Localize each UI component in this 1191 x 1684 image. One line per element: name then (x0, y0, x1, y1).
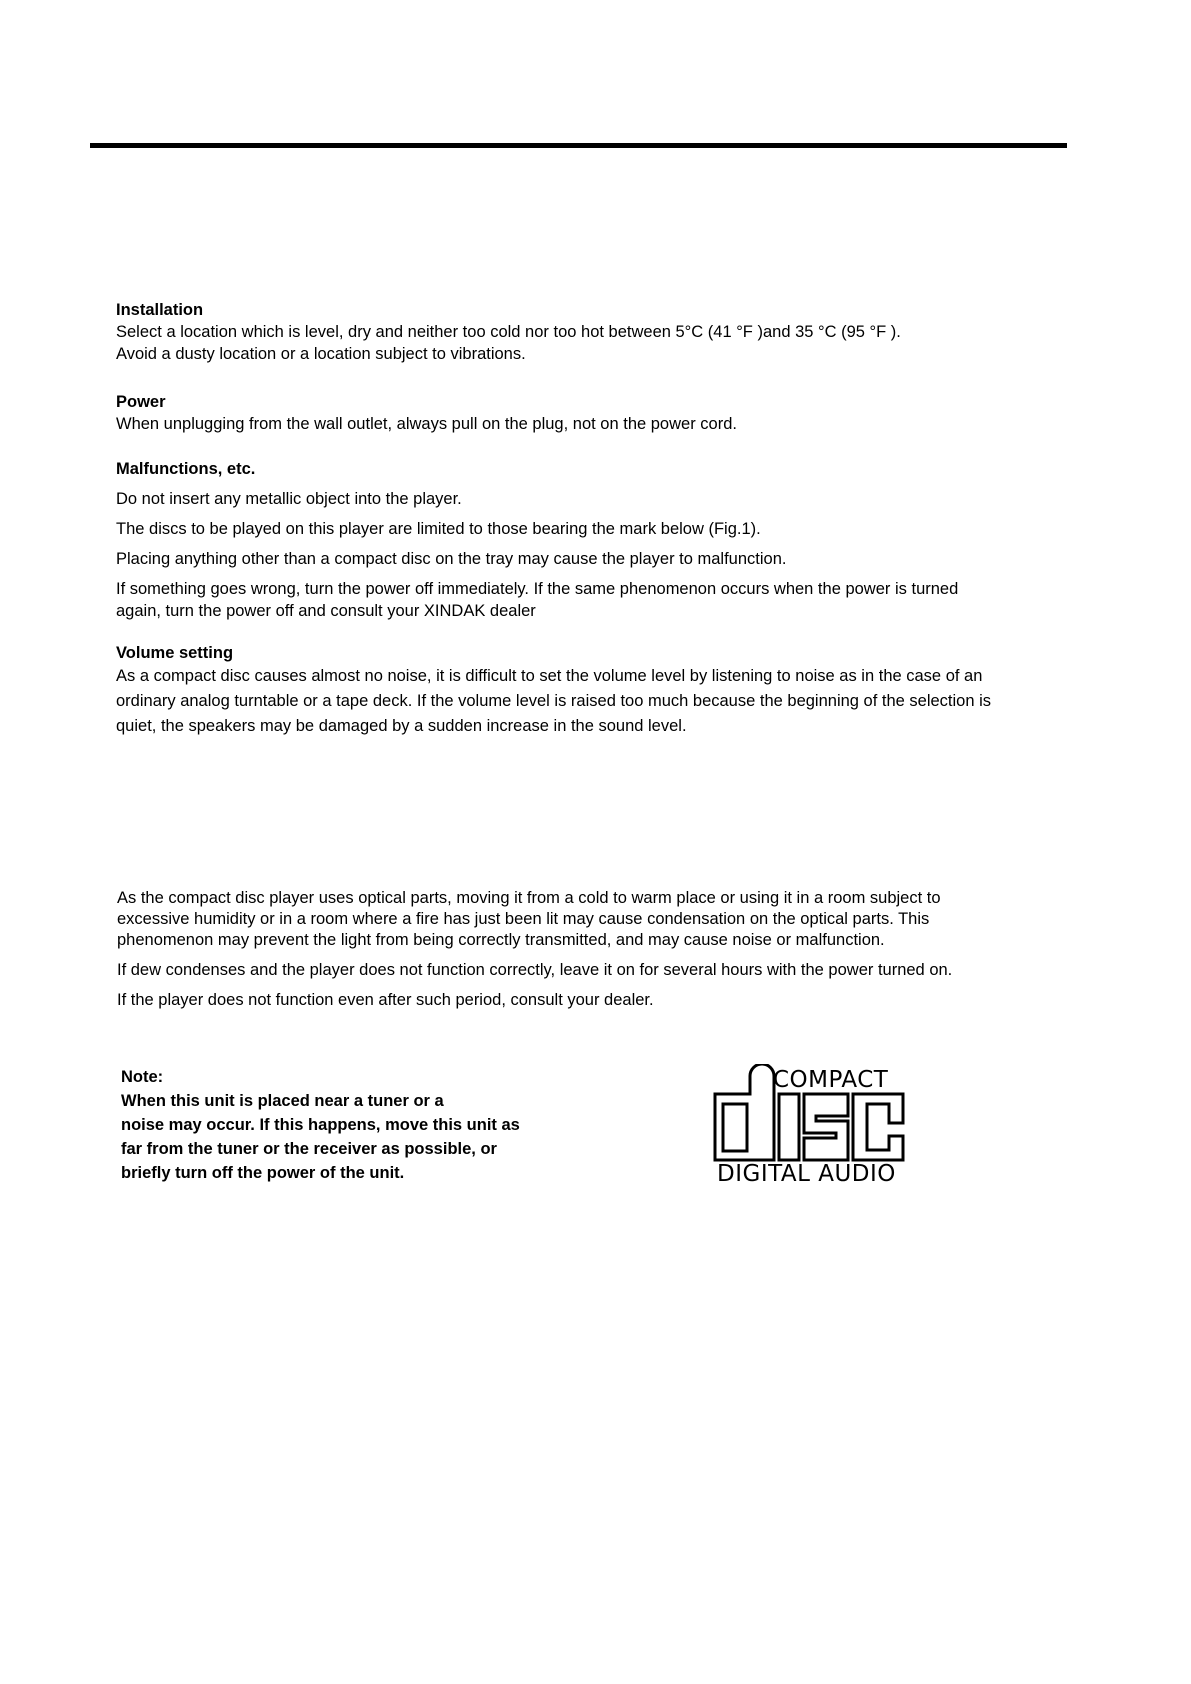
malfunctions-item: again, turn the power off and consult your XINDAK dealer (116, 602, 536, 620)
power-section (116, 391, 1066, 435)
compact-disc-logo (706, 1064, 911, 1188)
header-rule (90, 143, 1067, 148)
condensation-line: If the player does not function even after such period, consult your dealer. (117, 991, 654, 1009)
malfunctions-section (116, 458, 1066, 622)
malfunctions-item: Placing anything other than a compact disc on the tray may cause the player to malfunction. (116, 550, 787, 568)
malfunctions-item: Do not insert any metallic object into the player. (116, 490, 462, 508)
condensation-line: If dew condenses and the player does not function correctly, leave it on for several hours with the power turned on. (117, 961, 953, 979)
condensation-line: excessive humidity or in a room where a fire has just been lit may cause condensation on the optical parts. This (117, 910, 930, 928)
malfunctions-item: The discs to be played on this player are limited to those bearing the mark below (Fig.1). (116, 520, 761, 538)
note-line: noise may occur. If this happens, move this unit as (121, 1116, 520, 1134)
volume-line: As a compact disc causes almost no noise, it is difficult to set the volume level by listening to noise as in the case of an (116, 667, 983, 685)
condensation-line: As the compact disc player uses optical parts, moving it from a cold to warm place or using it in a room subject to (117, 889, 941, 907)
note-line: When this unit is placed near a tuner or a (121, 1092, 444, 1110)
installation-heading: Installation (116, 301, 204, 319)
logo-digital-audio-text: DIGITAL AUDIO (717, 1161, 896, 1187)
note-line: far from the tuner or the receiver as possible, or (121, 1140, 497, 1158)
malfunctions-item: If something goes wrong, turn the power off immediately. If the same phenomenon occurs when the power is turned (116, 580, 959, 598)
installation-section (116, 299, 1066, 365)
note-line: briefly turn off the power of the unit. (121, 1164, 405, 1182)
condensation-line: phenomenon may prevent the light from being correctly transmitted, and may cause noise or malfunction. (117, 931, 885, 949)
note-heading: Note: (121, 1068, 164, 1086)
volume-line: quiet, the speakers may be damaged by a sudden increase in the sound level. (116, 717, 687, 735)
logo-compact-text: COMPACT (773, 1067, 889, 1093)
malfunctions-heading: Malfunctions, etc. (116, 460, 256, 478)
volume-line: ordinary analog turntable or a tape deck. If the volume level is raised too much because the beginning of the selection is (116, 692, 992, 710)
installation-line: Avoid a dusty location or a location subject to vibrations. (116, 345, 526, 363)
volume-heading: Volume setting (116, 644, 234, 662)
power-line: When unplugging from the wall outlet, always pull on the plug, not on the power cord. (116, 415, 737, 433)
installation-line: Select a location which is level, dry and neither too cold nor too hot between 5°C (41 °F )and 35 °C (95 °F ). (116, 323, 901, 341)
power-heading: Power (116, 393, 166, 411)
volume-section (116, 642, 1066, 739)
condensation-section (117, 888, 1067, 1011)
note-section (121, 1065, 591, 1185)
